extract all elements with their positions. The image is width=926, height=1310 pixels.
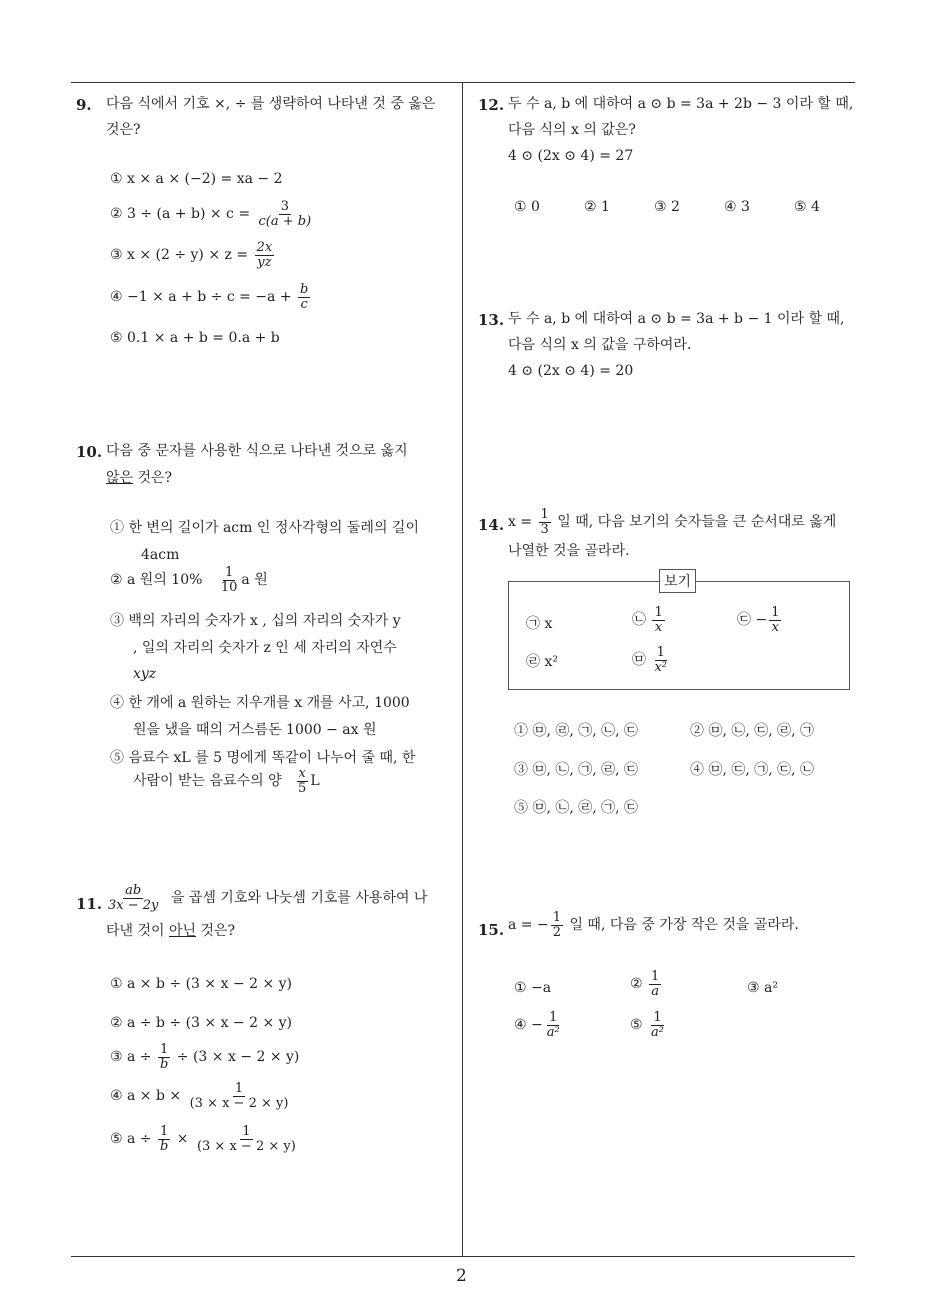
question-text: 다음 식에서 기호 ×, ÷ 를 생략하여 나타낸 것 중 옳은	[106, 96, 436, 112]
question-number: 14.	[478, 516, 505, 534]
numerator: 1	[651, 969, 660, 984]
fraction	[551, 911, 563, 939]
option-3[interactable]	[110, 1043, 299, 1071]
question-text	[508, 508, 836, 536]
option-3-cont: , 일의 자리의 숫자가 z 인 세 자리의 자연수	[133, 640, 397, 656]
option-3[interactable]: ③ 백의 자리의 숫자가 x , 십의 자리의 숫자가 y	[110, 613, 401, 629]
fraction	[106, 884, 160, 912]
fraction	[649, 1011, 666, 1039]
option-5[interactable]	[110, 1125, 300, 1153]
option-5-cont	[133, 767, 320, 795]
denominator: x²	[654, 659, 667, 675]
denominator: (3 × x − 2 × y)	[196, 1138, 296, 1154]
example-item-4: ㉣ x²	[526, 654, 558, 670]
option-1[interactable]: ① x × a × (−2) = xa − 2	[110, 171, 283, 187]
denominator: yz	[257, 254, 272, 270]
example-item-3	[737, 606, 783, 634]
example-item-1: ㉠ x	[526, 616, 553, 632]
option-2[interactable]	[630, 970, 663, 998]
numerator: 1	[160, 1042, 169, 1057]
example-box-title: 보기	[659, 569, 696, 593]
question-text-part: 일 때, 다음 보기의 숫자들을 큰 순서대로 옳게	[557, 514, 837, 531]
example-item-5	[632, 646, 671, 674]
option-4[interactable]: ④ 한 개에 a 원하는 지우개를 x 개를 사고, 1000	[110, 695, 410, 711]
denominator: 5	[298, 780, 307, 796]
fraction	[158, 1125, 170, 1153]
column-divider	[462, 82, 463, 1257]
numerator: 1	[160, 1124, 169, 1139]
option-text: ÷ (3 × x − 2 × y)	[176, 1049, 300, 1066]
option-1[interactable]: ① 한 변의 길이가 acm 인 정사각형의 둘레의 길이	[110, 520, 419, 536]
option-3[interactable]	[110, 241, 276, 269]
question-number: 10.	[76, 443, 103, 461]
option-4[interactable]	[110, 283, 312, 311]
question-text: 다음 식의 x 의 값을 구하여라.	[508, 337, 692, 353]
top-rule	[71, 82, 855, 83]
option-1[interactable]: ① 0	[514, 199, 540, 215]
fraction	[188, 1082, 291, 1110]
option-text: ③ a ÷	[110, 1049, 152, 1066]
option-5[interactable]: ⑤ 음료수 xL 를 5 명에게 똑같이 나누어 줄 때, 한	[110, 750, 416, 766]
numerator: 1	[656, 645, 665, 660]
item-label: ㉢ −	[737, 612, 768, 629]
numerator: 1	[771, 605, 780, 620]
option-4[interactable]: ④ ㉤, ㉢, ㉠, ㉢, ㉡	[690, 762, 815, 778]
question-text	[508, 911, 799, 939]
option-5[interactable]: ⑤ ㉤, ㉡, ㉣, ㉠, ㉢	[514, 800, 639, 816]
option-3[interactable]: ③ 2	[654, 199, 680, 215]
question-text: 다음 식의 x 의 값은?	[508, 122, 636, 138]
question-text	[104, 884, 427, 912]
numerator: 1	[225, 565, 234, 580]
fraction	[769, 606, 781, 634]
fraction	[219, 566, 240, 594]
denominator: c(a + b)	[258, 213, 312, 229]
option-text: 사람이 받는 음료수의 양	[133, 773, 282, 790]
question-text: 두 수 a, b 에 대하여 a ⊙ b = 3a + b − 1 이라 할 때,	[508, 311, 845, 327]
option-text: ③ x × (2 ÷ y) × z =	[110, 247, 249, 264]
question-text-part: a = −	[508, 917, 549, 934]
option-2[interactable]: ② 1	[584, 199, 610, 215]
question-number: 11.	[76, 895, 103, 913]
denominator: b	[159, 1138, 169, 1154]
question-text: 다음 중 문자를 사용한 식으로 나타낸 것으로 옳지	[106, 443, 408, 459]
denominator: a	[651, 983, 660, 999]
question-text-rest: 것은?	[133, 470, 173, 486]
fraction	[296, 767, 308, 795]
option-4[interactable]	[514, 1011, 564, 1039]
numerator: 2x	[256, 240, 273, 255]
option-1[interactable]: ① −a	[514, 980, 552, 996]
option-text: L	[310, 773, 320, 790]
option-5[interactable]: ⑤ 4	[794, 199, 820, 215]
option-text: ⑤	[630, 1017, 643, 1034]
option-1-answer: 4acm	[141, 547, 180, 563]
numerator: 1	[242, 1124, 251, 1139]
denominator: a²	[651, 1024, 664, 1040]
numerator: 1	[234, 1081, 244, 1096]
fraction	[652, 606, 664, 634]
question-text-part: x =	[508, 514, 533, 531]
denominator: (3 × x − 2 × y)	[189, 1095, 289, 1111]
option-text: ②	[630, 976, 643, 993]
question-text: 두 수 a, b 에 대하여 a ⊙ b = 3a + 2b − 3 이라 할 때,	[508, 96, 854, 112]
fraction	[158, 1043, 170, 1071]
fraction	[195, 1125, 298, 1153]
numerator: 1	[654, 605, 663, 620]
numerator: 1	[549, 1010, 558, 1025]
question-text-part: 타낸 것이	[106, 923, 169, 939]
denominator: x	[654, 619, 663, 635]
option-2[interactable]	[110, 200, 315, 228]
question-text: 나열한 것을 골라라.	[508, 543, 630, 559]
question-number: 13.	[478, 311, 505, 329]
option-2[interactable]: ② a ÷ b ÷ (3 × x − 2 × y)	[110, 1015, 293, 1031]
item-label: ㉡	[632, 612, 646, 629]
option-1[interactable]: ① a × b ÷ (3 × x − 2 × y)	[110, 976, 293, 992]
fraction	[539, 508, 551, 536]
fraction	[649, 970, 661, 998]
option-text: ④ −	[514, 1017, 543, 1034]
option-5[interactable]	[630, 1011, 668, 1039]
option-4[interactable]: ④ 3	[724, 199, 750, 215]
numerator: ab	[125, 883, 142, 898]
option-text: ×	[176, 1131, 189, 1148]
question-text: 것은?	[106, 122, 141, 138]
fraction	[545, 1011, 562, 1039]
question-number: 9.	[76, 96, 92, 114]
option-5[interactable]: ⑤ 0.1 × a + b = 0.a + b	[110, 330, 280, 346]
denominator: 2	[552, 924, 561, 940]
question-text	[106, 923, 235, 940]
emphasis-underline: 않은	[106, 470, 134, 486]
fraction	[257, 200, 314, 228]
numerator: 1	[540, 507, 549, 522]
option-text: ② a 원의 10%	[110, 572, 203, 589]
option-text: a 원	[241, 572, 268, 589]
option-4-cont: 원을 냈을 때의 거스름돈 1000 − ax 원	[133, 722, 377, 738]
item-label: ㉤	[632, 652, 646, 669]
fraction	[652, 646, 669, 674]
equation: 4 ⊙ (2x ⊙ 4) = 27	[508, 148, 634, 164]
denominator: 10	[220, 579, 238, 595]
numerator: 1	[552, 910, 561, 925]
option-3[interactable]: ③ a²	[747, 980, 778, 996]
denominator: x	[771, 619, 779, 635]
question-number: 12.	[478, 96, 505, 114]
numerator: 1	[653, 1010, 662, 1025]
option-1[interactable]: ① ㉤, ㉣, ㉠, ㉡, ㉢	[514, 723, 639, 739]
bottom-rule	[71, 1256, 855, 1257]
fraction	[255, 241, 275, 269]
question-text-part: 것은?	[196, 923, 236, 939]
option-text: ⑤ a ÷	[110, 1131, 152, 1148]
denominator: c	[300, 296, 308, 312]
question-text-rest: 을 곱셈 기호와 나눗셈 기호를 사용하여 나	[170, 890, 428, 907]
option-3[interactable]: ③ ㉤, ㉡, ㉠, ㉣, ㉢	[514, 762, 639, 778]
option-4[interactable]	[110, 1082, 292, 1110]
equation: 4 ⊙ (2x ⊙ 4) = 20	[508, 363, 634, 379]
option-text: ④ a × b ×	[110, 1088, 182, 1105]
option-2[interactable]	[110, 566, 268, 594]
option-text: ④ −1 × a + b ÷ c = −a +	[110, 289, 292, 306]
fraction	[298, 283, 310, 311]
option-2[interactable]: ② ㉤, ㉡, ㉢, ㉣, ㉠	[690, 723, 815, 739]
option-text: ② 3 ÷ (a + b) × c =	[110, 206, 251, 223]
numerator: x	[298, 766, 306, 781]
question-text	[106, 470, 172, 487]
example-item-2	[632, 606, 667, 634]
denominator: 3	[540, 521, 549, 537]
question-text-part: 일 때, 다음 중 가장 작은 것을 골라라.	[569, 917, 799, 934]
numerator: b	[300, 282, 309, 297]
page-number: 2	[456, 1266, 467, 1286]
example-box	[508, 581, 850, 690]
question-number: 15.	[478, 921, 505, 939]
denominator: a²	[546, 1024, 560, 1040]
denominator: b	[159, 1056, 169, 1072]
emphasis-underline: 아닌	[169, 923, 197, 939]
option-3-answer: xyz	[133, 666, 157, 682]
denominator: 3x − 2y	[108, 897, 159, 913]
numerator: 3	[280, 199, 289, 214]
